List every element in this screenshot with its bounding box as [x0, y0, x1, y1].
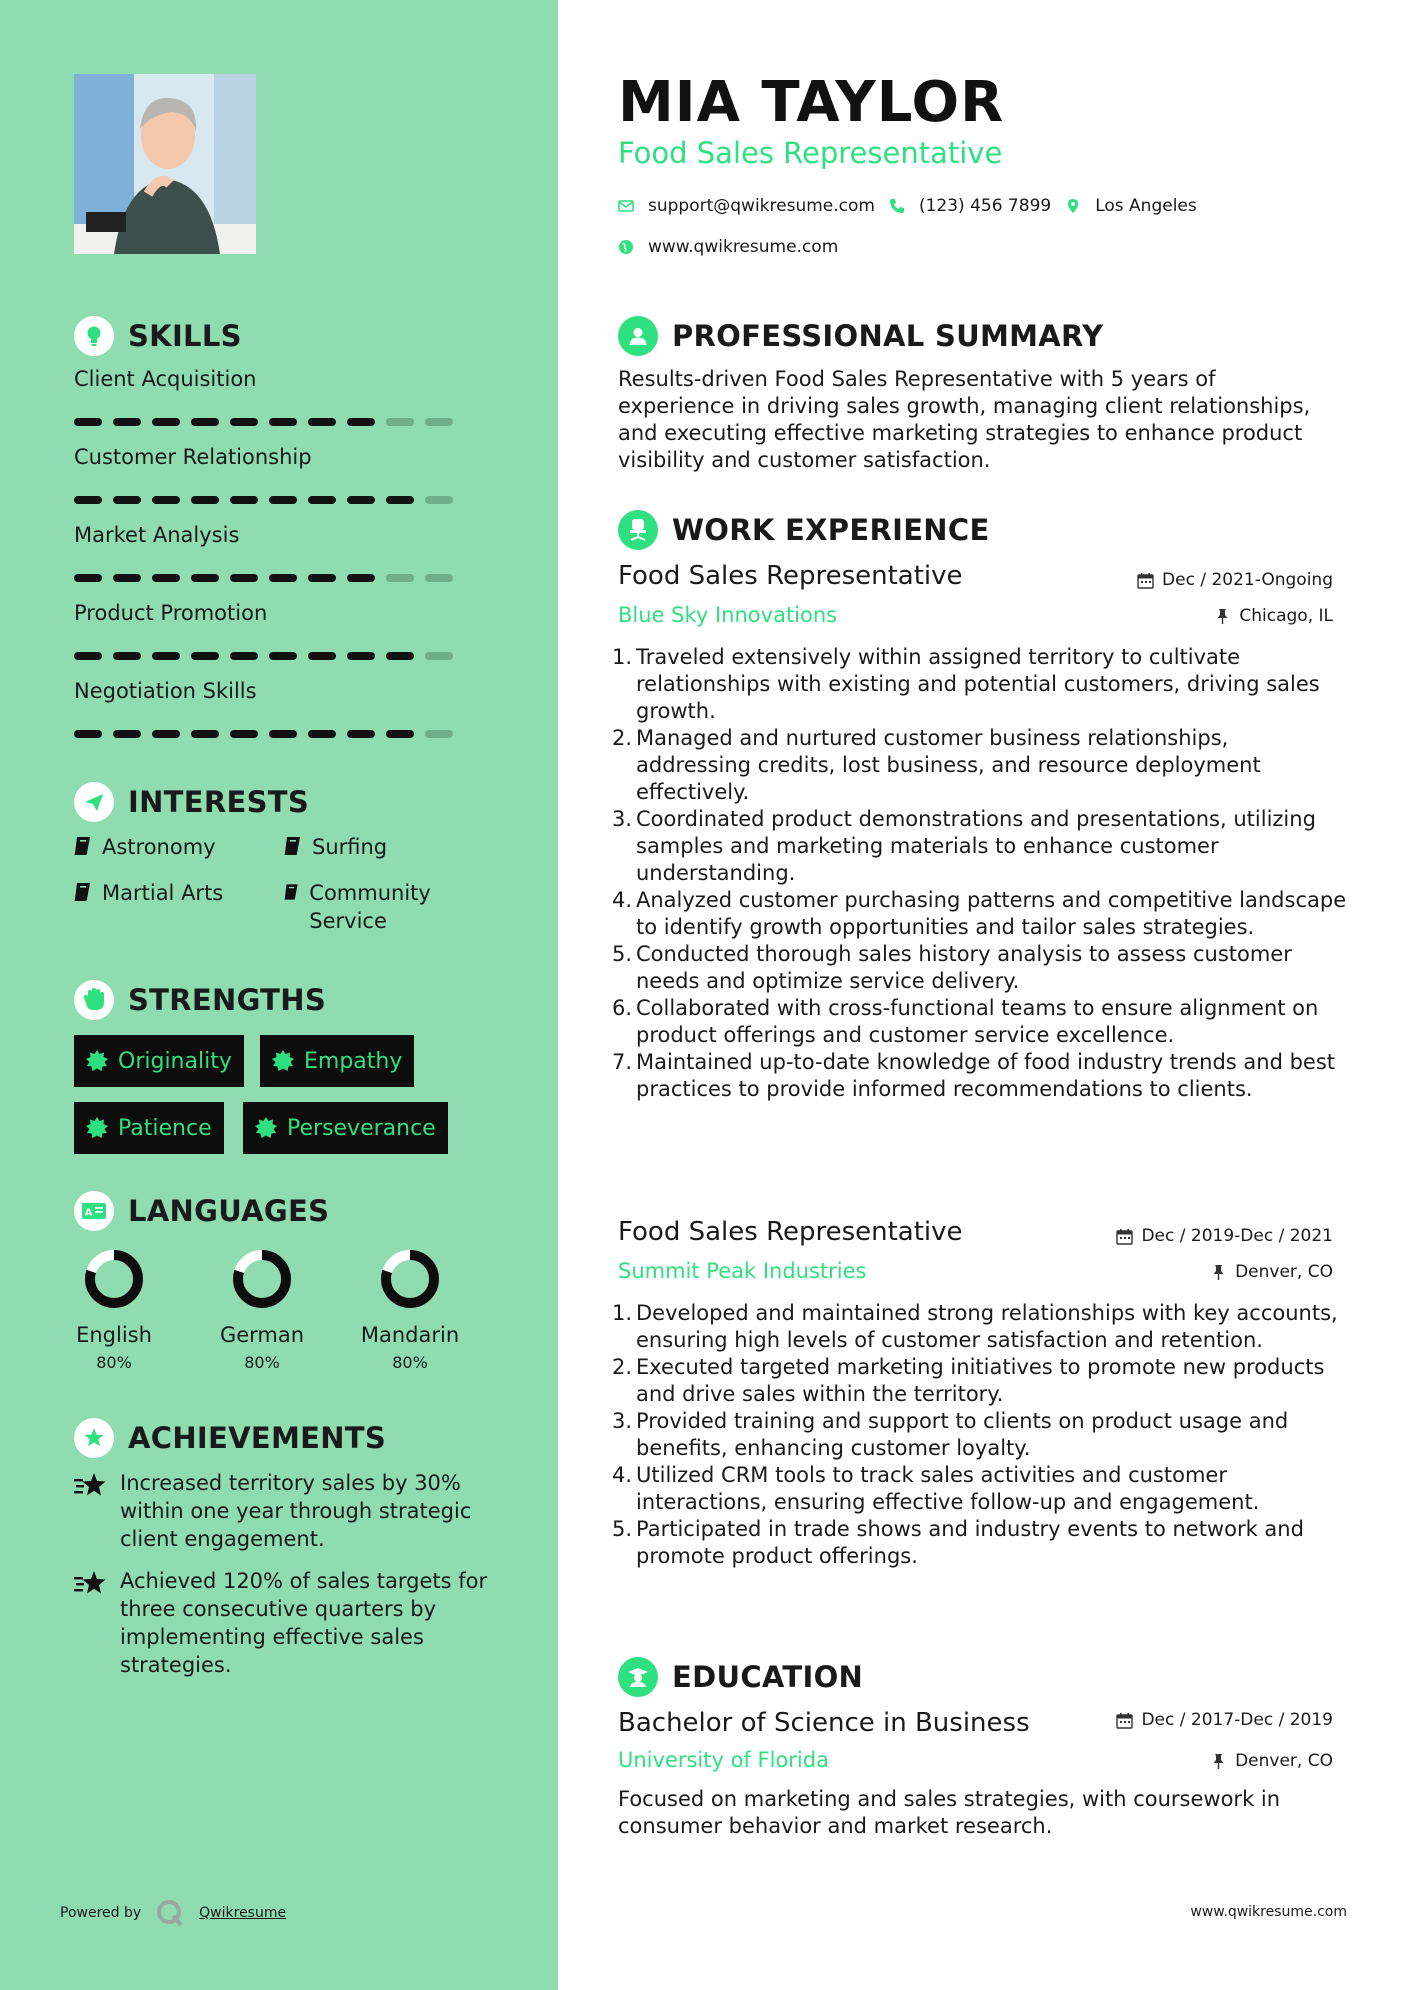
phone-icon [889, 198, 905, 214]
strength-badge [74, 1035, 244, 1087]
languages-title: LANGUAGES [128, 1194, 330, 1228]
language-percent: 80% [244, 1353, 280, 1372]
item-number: 5. [612, 1517, 633, 1541]
language-card-icon [74, 1191, 114, 1231]
skill-segment-filled [152, 652, 180, 660]
skill-segment-filled [152, 418, 180, 426]
badge-burst-icon [272, 1050, 294, 1072]
skill-segment-filled [230, 574, 258, 582]
badge-burst-icon [255, 1117, 277, 1139]
job-responsibilities [612, 644, 1348, 1103]
responsibility-text: Analyzed customer purchasing patterns and competitive landscape to identify growth opportunities and tailor sales strategies. [636, 888, 1347, 939]
paper-plane-icon [74, 782, 114, 822]
strength-badge [74, 1102, 224, 1154]
languages-heading [74, 1191, 329, 1231]
strengths-title: STRENGTHS [128, 983, 327, 1017]
skill-name: Client Acquisition [74, 367, 257, 391]
interest-label: Astronomy [102, 835, 216, 859]
user-icon [618, 316, 658, 356]
responsibility-text: Executed targeted marketing initiatives to promote new products and drive sales within the territory. [636, 1355, 1325, 1406]
language-percent: 80% [96, 1353, 132, 1372]
interests-title: INTERESTS [128, 785, 310, 819]
star-icon [74, 1471, 108, 1501]
responsibility-text: Traveled extensively within assigned territory to cultivate relationships with existing and potential customers, driving sales growth. [636, 645, 1320, 723]
sidebar [0, 0, 558, 1990]
skill-segment-filled [191, 574, 219, 582]
candidate-name: MIA TAYLOR [618, 70, 1005, 135]
responsibility-item [612, 806, 1348, 887]
skill-segment-filled [74, 730, 102, 738]
skill-segment-filled [308, 730, 336, 738]
strengths-heading [74, 980, 326, 1020]
responsibility-item [612, 1049, 1348, 1103]
skill-segment-filled [191, 730, 219, 738]
responsibility-item [612, 644, 1348, 725]
company-name: Summit Peak Industries [618, 1259, 867, 1283]
badge-burst-icon [86, 1050, 108, 1072]
qwikresume-link[interactable]: Qwikresume [199, 1905, 287, 1921]
strength-badge [243, 1102, 448, 1154]
map-pin-icon [1065, 198, 1081, 214]
powered-by-label: Powered by [60, 1905, 142, 1921]
skill-segment-filled [191, 418, 219, 426]
skill-segment-filled [230, 652, 258, 660]
education-text: Focused on marketing and sales strategies, with coursework in consumer behavior and market research. [618, 1787, 1281, 1838]
achievements-heading [74, 1418, 386, 1458]
language-name: Mandarin [360, 1323, 460, 1347]
badge-burst-icon [86, 1117, 108, 1139]
item-number: 5. [612, 942, 633, 966]
fist-icon [74, 980, 114, 1020]
skill-name: Negotiation Skills [74, 679, 257, 703]
job-responsibilities [612, 1300, 1348, 1570]
responsibility-text: Participated in trade shows and industry events to network and promote product offerings. [636, 1517, 1304, 1568]
language-donut [82, 1247, 146, 1311]
calendar-icon [1137, 572, 1154, 589]
strength-label: Patience [118, 1115, 212, 1141]
footer-url[interactable]: www.qwikresume.com [1190, 1904, 1347, 1920]
strength-label: Empathy [304, 1048, 403, 1074]
skill-segment-filled [308, 496, 336, 504]
item-number: 3. [612, 1409, 633, 1433]
summary-title: PROFESSIONAL SUMMARY [672, 319, 1104, 353]
skill-segment-filled [386, 730, 414, 738]
contact-location: Los Angeles [1095, 196, 1197, 216]
skill-segment-filled [74, 652, 102, 660]
strength-badge [260, 1035, 414, 1087]
skill-segment-filled [308, 418, 336, 426]
summary-text: Results-driven Food Sales Representative with 5 years of experience in driving sales growth, managing client relationships, and executing effective marketing strategies to enhance product visibility and customer satisfaction. [618, 367, 1311, 472]
interest-label: Surfing [312, 835, 388, 859]
job-date-text: Dec / 2019-Dec / 2021 [1141, 1226, 1333, 1246]
skill-segment-filled [230, 496, 258, 504]
experience-heading [618, 510, 990, 550]
education-title: EDUCATION [672, 1660, 864, 1694]
skill-segment-filled [347, 652, 375, 660]
book-icon [284, 836, 302, 856]
item-number: 1. [612, 1301, 633, 1325]
office-chair-icon [618, 510, 658, 550]
achievement-text: Achieved 120% of sales targets for three consecutive quarters by implementing effective sales strategies. [120, 1569, 488, 1677]
achievement-item [74, 1469, 504, 1553]
responsibility-item [612, 941, 1348, 995]
strength-label: Perseverance [287, 1115, 436, 1141]
interest-label: Martial Arts [102, 881, 224, 905]
skill-segment-filled [269, 418, 297, 426]
item-number: 3. [612, 807, 633, 831]
job-date-text: Dec / 2021-Ongoing [1162, 570, 1333, 590]
skill-segment-filled [191, 496, 219, 504]
item-number: 7. [612, 1050, 633, 1074]
language-item [44, 1247, 184, 1372]
svg-text:A: A [84, 1207, 93, 1219]
responsibility-text: Collaborated with cross-functional teams to ensure alignment on product offerings and customer service excellence. [636, 996, 1319, 1047]
item-number: 6. [612, 996, 633, 1020]
language-item [340, 1247, 480, 1372]
calendar-icon [1116, 1712, 1133, 1729]
book-icon [74, 882, 92, 902]
responsibility-text: Utilized CRM tools to track sales activities and customer interactions, ensuring effective follow-up and engagement. [636, 1463, 1260, 1514]
contact-phone: (123) 456 7899 [918, 196, 1052, 216]
skill-segment-empty [425, 574, 453, 582]
responsibility-item [612, 1408, 1348, 1462]
item-number: 2. [612, 1355, 633, 1379]
graduate-icon [618, 1657, 658, 1697]
degree-title: Bachelor of Science in Business [618, 1708, 1030, 1738]
skill-segment-filled [74, 496, 102, 504]
responsibility-text: Developed and maintained strong relationships with key accounts, ensuring high levels of customer satisfaction and retention. [636, 1301, 1338, 1352]
responsibility-text: Coordinated product demonstrations and presentations, utilizing samples and marketing materials to enhance customer understanding. [636, 807, 1316, 885]
item-number: 1. [612, 645, 633, 669]
interest-label: Community Service [309, 881, 431, 933]
skill-segment-filled [191, 652, 219, 660]
skill-segment-filled [308, 574, 336, 582]
skill-segment-filled [113, 574, 141, 582]
item-number: 2. [612, 726, 633, 750]
language-name: German [219, 1323, 305, 1347]
skill-segment-empty [425, 418, 453, 426]
job-location [1210, 1262, 1333, 1282]
skill-segment-filled [308, 652, 336, 660]
skill-bar [74, 730, 453, 738]
responsibility-item [612, 1516, 1348, 1570]
achievements-title: ACHIEVEMENTS [128, 1421, 387, 1455]
skill-segment-filled [113, 730, 141, 738]
responsibility-item [612, 1354, 1348, 1408]
skill-segment-filled [269, 730, 297, 738]
skill-segment-filled [74, 574, 102, 582]
education-heading [618, 1657, 863, 1697]
skill-bar [74, 496, 453, 504]
skill-segment-filled [386, 496, 414, 504]
responsibility-text: Maintained up-to-date knowledge of food industry trends and best practices to provide informed recommendations to clients. [636, 1050, 1335, 1101]
envelope-icon [618, 198, 634, 214]
candidate-role: Food Sales Representative [618, 136, 1003, 170]
education-location-text: Denver, CO [1235, 1751, 1333, 1771]
item-number: 4. [612, 888, 633, 912]
job-title: Food Sales Representative [618, 561, 963, 591]
responsibility-text: Conducted thorough sales history analysis to assess customer needs and optimize service delivery. [636, 942, 1292, 993]
pushpin-icon [1210, 1753, 1227, 1770]
responsibility-item [612, 725, 1348, 806]
skill-segment-filled [113, 418, 141, 426]
education-date [1116, 1710, 1333, 1730]
contact-website[interactable]: www.qwikresume.com [648, 237, 839, 257]
skill-segment-filled [386, 652, 414, 660]
responsibility-item [612, 1462, 1348, 1516]
responsibility-item [612, 995, 1348, 1049]
skill-segment-filled [152, 496, 180, 504]
skill-name: Customer Relationship [74, 445, 312, 469]
globe-icon [618, 239, 634, 255]
skill-segment-filled [269, 652, 297, 660]
book-icon [284, 882, 299, 902]
contact-email[interactable]: support@qwikresume.com [648, 196, 875, 216]
skill-bar [74, 652, 453, 660]
company-name: Blue Sky Innovations [618, 603, 838, 627]
interests-heading [74, 782, 309, 822]
skill-bar [74, 418, 453, 426]
item-number: 4. [612, 1463, 633, 1487]
skill-segment-filled [113, 496, 141, 504]
responsibility-text: Provided training and support to clients on product usage and benefits, enhancing customer loyalty. [636, 1409, 1289, 1460]
skill-segment-filled [230, 730, 258, 738]
skill-segment-filled [347, 496, 375, 504]
job-location-text: Denver, CO [1235, 1262, 1333, 1282]
skill-bar [74, 574, 453, 582]
profile-photo [74, 74, 256, 254]
pushpin-icon [1214, 608, 1231, 625]
education-location [1210, 1751, 1333, 1771]
education-date-text: Dec / 2017-Dec / 2019 [1141, 1710, 1333, 1730]
contact-row [618, 196, 1197, 216]
job-location [1214, 606, 1333, 626]
skill-segment-filled [347, 418, 375, 426]
language-donut [378, 1247, 442, 1311]
skill-segment-empty [425, 730, 453, 738]
lightbulb-icon [74, 316, 114, 356]
calendar-icon [1116, 1228, 1133, 1245]
achievement-text: Increased territory sales by 30% within one year through strategic client engagement. [120, 1471, 472, 1551]
skill-segment-filled [269, 496, 297, 504]
language-name: English [76, 1323, 152, 1347]
interest-item [74, 879, 223, 907]
skill-segment-filled [113, 652, 141, 660]
interest-item [74, 833, 216, 861]
responsibility-item [612, 1300, 1348, 1354]
language-item [192, 1247, 332, 1372]
summary-heading [618, 316, 1103, 356]
school-name: University of Florida [618, 1748, 829, 1772]
language-donut [230, 1247, 294, 1311]
skill-segment-filled [269, 574, 297, 582]
skills-heading [74, 316, 242, 356]
qwikresume-logo-icon [155, 1898, 185, 1928]
skill-segment-empty [425, 652, 453, 660]
powered-by [60, 1898, 286, 1928]
skill-segment-empty [425, 496, 453, 504]
skill-segment-empty [386, 418, 414, 426]
skill-name: Market Analysis [74, 523, 240, 547]
skill-segment-filled [152, 574, 180, 582]
language-percent: 80% [392, 1353, 428, 1372]
skill-segment-filled [347, 730, 375, 738]
star-badge-icon [74, 1418, 114, 1458]
book-icon [74, 836, 92, 856]
experience-title: WORK EXPERIENCE [672, 513, 990, 547]
skill-name: Product Promotion [74, 601, 268, 625]
job-date [1116, 1226, 1333, 1246]
job-location-text: Chicago, IL [1239, 606, 1333, 626]
skill-segment-empty [386, 574, 414, 582]
contact-row-website [618, 237, 838, 257]
interest-item [284, 879, 484, 935]
skill-segment-filled [347, 574, 375, 582]
job-date [1137, 570, 1333, 590]
skill-segment-filled [230, 418, 258, 426]
responsibility-text: Managed and nurtured customer business relationships, addressing credits, lost business, and resource deployment effectively. [636, 726, 1261, 804]
skill-segment-filled [74, 418, 102, 426]
interest-item [284, 833, 387, 861]
responsibility-item [612, 887, 1348, 941]
achievement-item [74, 1567, 504, 1679]
strength-label: Originality [118, 1048, 232, 1074]
skill-segment-filled [152, 730, 180, 738]
job-title: Food Sales Representative [618, 1217, 963, 1247]
star-icon [74, 1569, 108, 1599]
pushpin-icon [1210, 1264, 1227, 1281]
skills-title: SKILLS [128, 319, 242, 353]
